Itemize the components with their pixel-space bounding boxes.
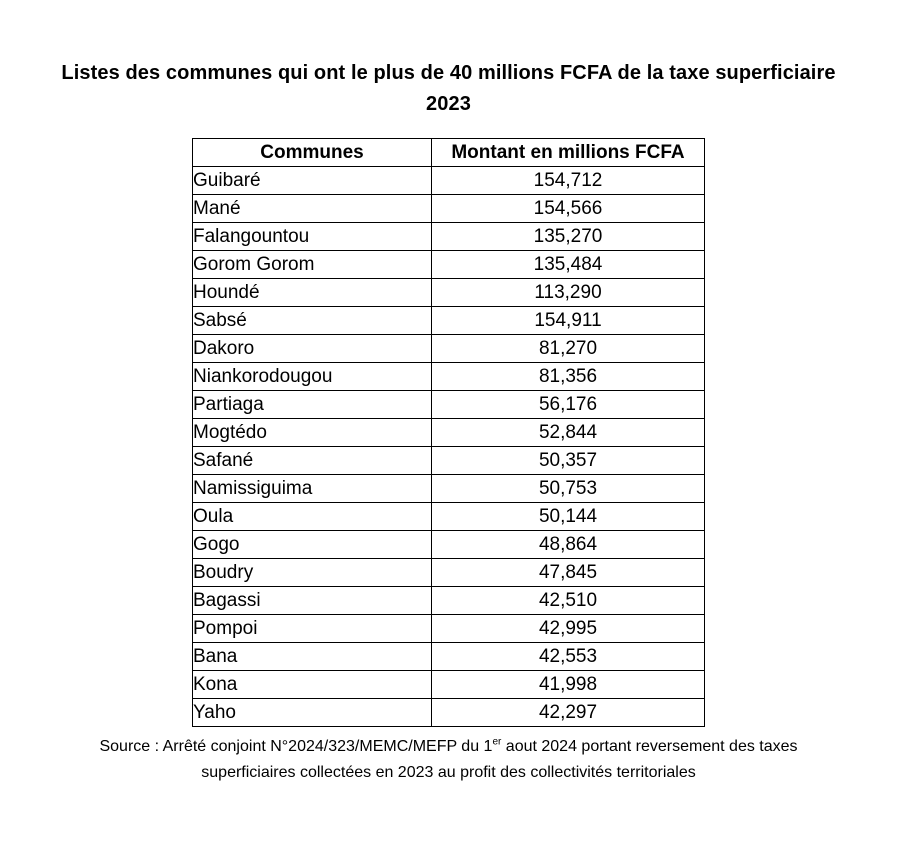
commune-name-cell: Boudry bbox=[193, 559, 432, 587]
montant-value-cell: 81,270 bbox=[432, 335, 705, 363]
table-row bbox=[193, 335, 705, 363]
table-row bbox=[193, 363, 705, 391]
montant-value-cell: 135,484 bbox=[432, 251, 705, 279]
source-text-suffix: aout 2024 portant reversement des taxes superficiaires collectées en 2023 au profit des collectivités territoriales bbox=[201, 738, 798, 781]
montant-value-cell: 42,510 bbox=[432, 587, 705, 615]
table-row bbox=[193, 195, 705, 223]
montant-value-cell: 50,357 bbox=[432, 447, 705, 475]
column-header-communes: Communes bbox=[193, 139, 432, 167]
commune-name-cell: Niankorodougou bbox=[193, 363, 432, 391]
table-row bbox=[193, 223, 705, 251]
commune-name-cell: Gogo bbox=[193, 531, 432, 559]
montant-value-cell: 81,356 bbox=[432, 363, 705, 391]
montant-value-cell: 42,553 bbox=[432, 643, 705, 671]
table-row bbox=[193, 475, 705, 503]
table-row bbox=[193, 279, 705, 307]
table-row bbox=[193, 699, 705, 727]
montant-value-cell: 154,712 bbox=[432, 167, 705, 195]
commune-name-cell: Falangountou bbox=[193, 223, 432, 251]
montant-value-cell: 42,995 bbox=[432, 615, 705, 643]
commune-name-cell: Pompoi bbox=[193, 615, 432, 643]
commune-name-cell: Namissiguima bbox=[193, 475, 432, 503]
page-title-line-2: 2023 bbox=[426, 93, 471, 115]
table-row bbox=[193, 615, 705, 643]
montant-value-cell: 52,844 bbox=[432, 419, 705, 447]
commune-name-cell: Sabsé bbox=[193, 307, 432, 335]
montant-value-cell: 47,845 bbox=[432, 559, 705, 587]
montant-value-cell: 154,911 bbox=[432, 307, 705, 335]
commune-name-cell: Gorom Gorom bbox=[193, 251, 432, 279]
montant-value-cell: 42,297 bbox=[432, 699, 705, 727]
montant-value-cell: 41,998 bbox=[432, 671, 705, 699]
montant-value-cell: 154,566 bbox=[432, 195, 705, 223]
table-row bbox=[193, 167, 705, 195]
commune-name-cell: Yaho bbox=[193, 699, 432, 727]
table-row bbox=[193, 587, 705, 615]
commune-name-cell: Oula bbox=[193, 503, 432, 531]
montant-value-cell: 113,290 bbox=[432, 279, 705, 307]
commune-name-cell: Houndé bbox=[193, 279, 432, 307]
source-note bbox=[76, 734, 821, 786]
source-superscript: er bbox=[492, 736, 502, 748]
table-row bbox=[193, 559, 705, 587]
source-text-prefix: Source : Arrêté conjoint N°2024/323/MEMC/MEFP du 1 bbox=[99, 738, 493, 755]
montant-value-cell: 135,270 bbox=[432, 223, 705, 251]
montant-value-cell: 50,144 bbox=[432, 503, 705, 531]
page-title bbox=[49, 58, 849, 120]
commune-name-cell: Guibaré bbox=[193, 167, 432, 195]
table-row bbox=[193, 419, 705, 447]
table-row bbox=[193, 391, 705, 419]
montant-value-cell: 50,753 bbox=[432, 475, 705, 503]
column-header-montant: Montant en millions FCFA bbox=[432, 139, 705, 167]
communes-table bbox=[192, 138, 705, 727]
table-row bbox=[193, 251, 705, 279]
commune-name-cell: Bana bbox=[193, 643, 432, 671]
table-row bbox=[193, 307, 705, 335]
table-row bbox=[193, 531, 705, 559]
commune-name-cell: Safané bbox=[193, 447, 432, 475]
commune-name-cell: Partiaga bbox=[193, 391, 432, 419]
table-row bbox=[193, 503, 705, 531]
table-header-row bbox=[193, 139, 705, 167]
table-row bbox=[193, 671, 705, 699]
commune-name-cell: Dakoro bbox=[193, 335, 432, 363]
commune-name-cell: Mogtédo bbox=[193, 419, 432, 447]
table-row bbox=[193, 447, 705, 475]
page-title-line-1: Listes des communes qui ont le plus de 40 millions FCFA de la taxe superficiaire bbox=[61, 62, 836, 84]
table-row bbox=[193, 643, 705, 671]
commune-name-cell: Bagassi bbox=[193, 587, 432, 615]
commune-name-cell: Mané bbox=[193, 195, 432, 223]
montant-value-cell: 56,176 bbox=[432, 391, 705, 419]
montant-value-cell: 48,864 bbox=[432, 531, 705, 559]
commune-name-cell: Kona bbox=[193, 671, 432, 699]
